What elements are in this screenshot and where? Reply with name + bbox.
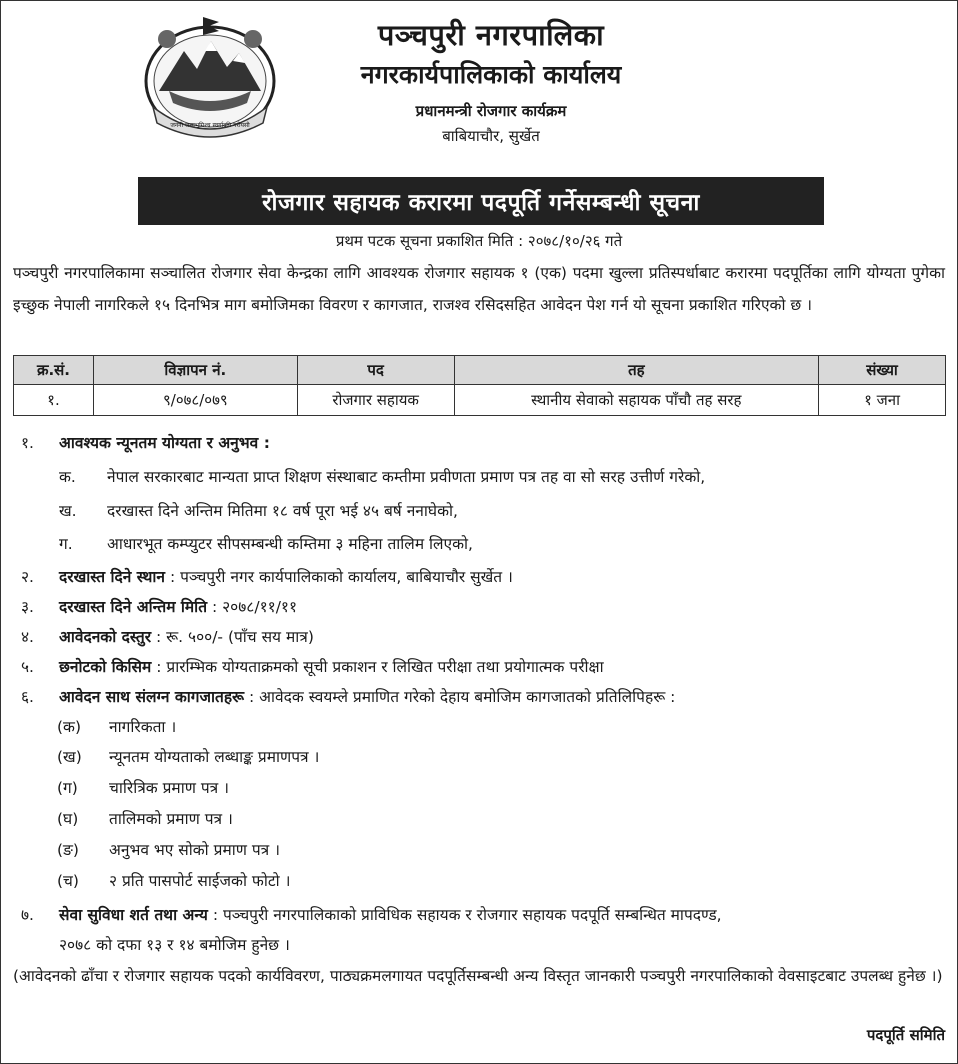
item-text: नेपाल सरकारबाट मान्यता प्राप्त शिक्षण संस्थाबाट कम्तीमा प्रवीणता प्रमाण पत्र तह वा सो सरह उत्तीर्ण गरेको, [107,468,706,486]
notice-sections [21,431,945,954]
notice-intro: पञ्चपुरी नगरपालिकामा सञ्चालित रोजगार सेवा केन्द्रका लागि आवश्यक रोजगार सहायक १ (एक) पदमा खुल्ला प्रतिस्पर्धाबाट करारमा पदपूर्तिका लागि योग्यता पुगेका इच्छुक नेपाली नागरिकले १५ दिनभित्र माग बमोजिमका विवरण र कागजात, राजश्व रसिदसहित आवेदन पेश गर्न यो सूचना प्रकाशित गरिएको छ । [13,264,945,314]
nepal-emblem-icon [139,11,281,139]
notice-title: रोजगार सहायक करारमा पदपूर्ति गर्नेसम्बन्धी सूचना [138,177,824,225]
section-text: : पञ्चपुरी नगर कार्यपालिकाको कार्यालय, बाबियाचौर सुर्खेत । [165,568,513,586]
item-text: दरखास्त दिने अन्तिम मितिमा १८ वर्ष पूरा भई ४५ बर्ष ननाघेको, [107,502,458,520]
item-text: न्यूनतम योग्यताको लब्धाङ्क प्रमाणपत्र । [109,748,320,766]
section-number: २. [21,568,34,586]
section-text: : २०७८/११/११ [207,598,298,616]
col-post: पद [297,356,454,385]
item-mark: क. [59,468,76,486]
item-mark: (ग) [57,779,78,797]
closing-note: (आवेदनको ढाँचा र रोजगार सहायक पदको कार्यविवरण, पाठ्यक्रमलगायत पदपूर्तिसम्बन्धी अन्य विस्तृत जानकारी पञ्चपुरी नगरपालिकाको वेवसाइटबाट उपलब्ध हुनेछ ।) [13,967,943,985]
item-text: चारित्रिक प्रमाण पत्र । [109,779,230,797]
table-header-row [14,356,946,385]
cell-post: रोजगार सहायक [297,385,454,416]
col-advert-no: विज्ञापन नं. [93,356,297,385]
section-label: दरखास्त दिने अन्तिम मिति [59,598,208,616]
publication-date: प्रथम पटक सूचना प्रकाशित मिति : २०७८/१०/२६ गते [335,232,623,250]
letterhead-text [311,15,671,149]
section-label: आवेदनको दस्तुर [59,628,152,646]
item-mark: (ङ) [57,841,79,859]
section-number: १. [21,434,34,452]
section-number: ६. [21,688,34,706]
item-text: आधारभूत कम्प्युटर सीपसम्बन्धी कम्तिमा ३ महिना तालिम लिएको, [107,535,473,553]
section-text: २०७८ को दफा १३ र १४ बमोजिम हुनेछ । [59,936,290,954]
item-mark: ग. [59,535,73,553]
col-level: तह [454,356,819,385]
section-text: : पञ्चपुरी नगरपालिकाको प्राविधिक सहायक र रोजगार सहायक पदपूर्ति सम्बन्धित मापदण्ड, [207,906,722,924]
program-name: प्रधानमन्त्री रोजगार कार्यक्रम [415,102,567,120]
cell-level: स्थानीय सेवाको सहायक पाँचौ तह सरह [454,385,819,416]
emblem-motto: जननी जन्मभूमिश्च स्वर्गादपि गरीयसी [170,122,250,129]
item-mark: (घ) [57,810,79,828]
item-text: २ प्रति पासपोर्ट साईजको फोटो । [109,872,291,890]
section-label: छनोटको किसिम [59,658,152,676]
section-number: ५. [21,658,34,676]
section-label: सेवा सुविधा शर्त तथा अन्य [59,906,208,924]
office-name: नगरकार्यपालिकाको कार्यालय [360,60,622,89]
section-number: ४. [21,628,34,646]
item-text: अनुभव भए सोको प्रमाण पत्र । [109,841,281,859]
cell-serial: १. [14,385,94,416]
section-text: : प्रारम्भिक योग्यताक्रमको सूची प्रकाशन र लिखित परीक्षा तथा प्रयोगात्मक परीक्षा [151,658,604,676]
municipality-name: पञ्चपुरी नगरपालिका [377,18,605,52]
section-number: ७. [21,906,34,924]
section-text: : आवेदक स्वयम्ले प्रमाणित गरेको देहाय बमोजिम कागजातको प्रतिलिपिहरू : [244,688,676,706]
table-row [14,385,946,416]
letterhead [11,1,947,171]
cell-advert-no: ९/०७८/०७९ [93,385,297,416]
office-address: बाबियाचौर, सुर्खेत [442,127,540,145]
item-mark: ख. [59,502,77,520]
section-label: आवश्यक न्यूनतम योग्यता र अनुभव : [59,434,270,452]
section-number: ३. [21,598,34,616]
col-serial: क्र.सं. [14,356,94,385]
section-label: दरखास्त दिने स्थान [59,568,166,586]
section-text: : रू. ५००/- (पाँच सय मात्र) [151,628,314,646]
item-mark: (क) [57,718,81,736]
col-count: संख्या [819,356,946,385]
item-text: नागरिकता । [109,718,177,736]
signature: पदपूर्ति समिति [866,1026,945,1044]
cell-count: १ जना [819,385,946,416]
vacancy-table [13,355,946,416]
item-text: तालिमको प्रमाण पत्र । [109,810,233,828]
section-label: आवेदन साथ संलग्न कागजातहरू [59,688,245,706]
item-mark: (च) [57,872,79,890]
item-mark: (ख) [57,748,82,766]
